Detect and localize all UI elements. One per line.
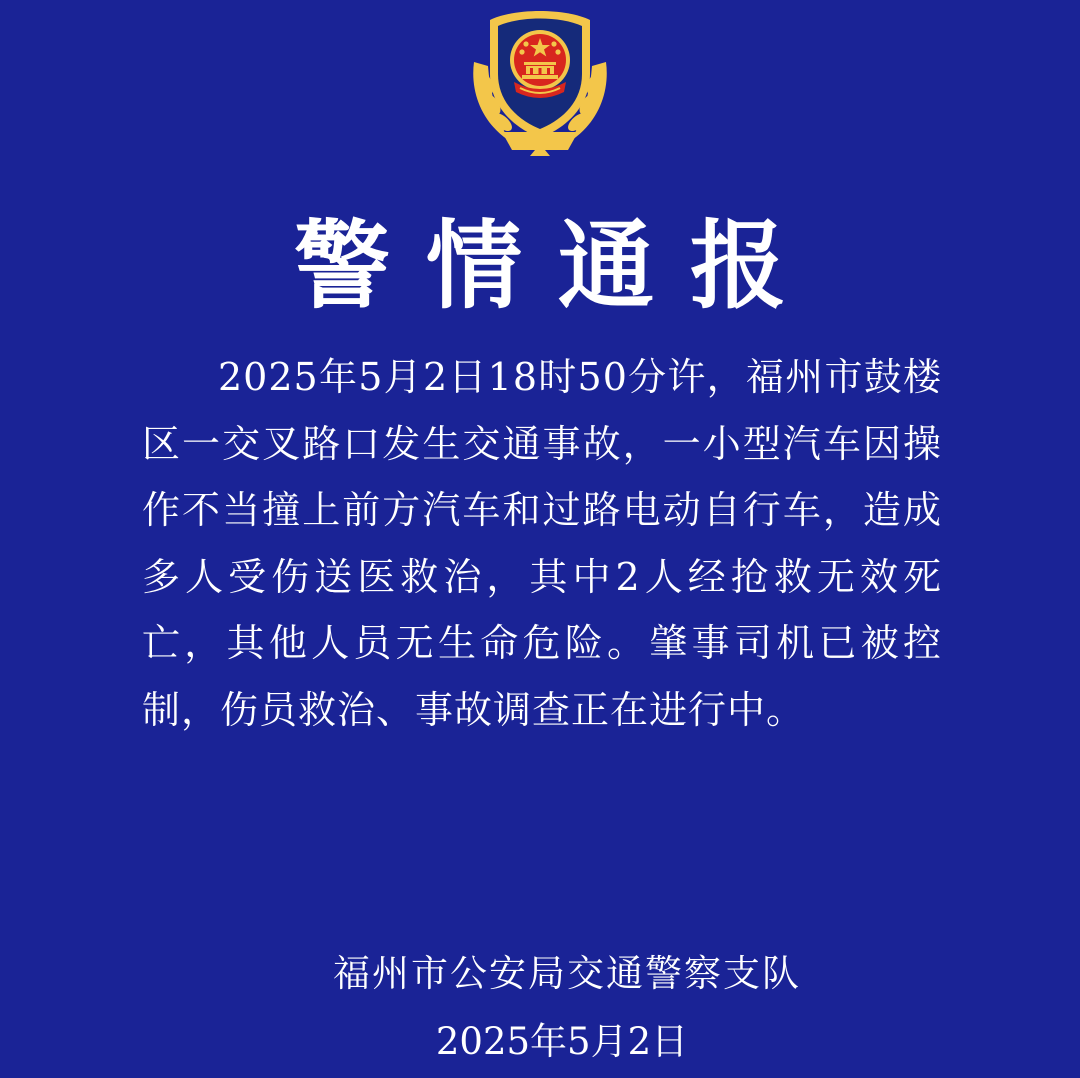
police-emblem-icon [468,4,612,156]
issue-date: 2025年5月2日 [435,1020,689,1063]
issuer-name: 福州市公安局交通警察支队 [333,952,801,995]
notice-body: 2025年5月2日18时50分许，福州市鼓楼区一交叉路口发生交通事故，一小型汽车因操作不当撞上前方汽车和过路电动自行车，造成多人受伤送医救治，其中2人经抢救无效死亡，其他人员无生命危险。肇事司机已被控制，伤员救治、事故调查正在进行中。 [142,355,942,732]
notice-title: 警情通报 [294,210,822,322]
